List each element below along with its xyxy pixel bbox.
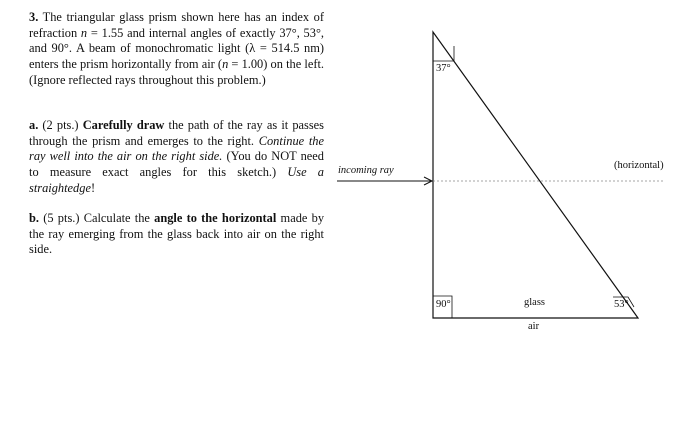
- part-a-segment: (2 pts.): [38, 118, 83, 132]
- part-a-segment: (You do NOT need to measure exact angles for this sketch.): [29, 149, 324, 180]
- part-b-segment: made by the ray emerging from the glass back into air on the right side.: [29, 211, 325, 257]
- part-a-segment: Carefully draw: [82, 118, 165, 132]
- incoming-ray-label: incoming ray: [338, 165, 394, 176]
- angle-box-top: [433, 46, 454, 61]
- air-label: air: [528, 321, 540, 332]
- part-b-segment: (5 pts.) Calculate the: [39, 211, 155, 225]
- part-a-segment: Use a straightedge: [29, 165, 324, 195]
- intro-segment: The triangular glass prism shown here has an index of refraction: [29, 10, 324, 40]
- angle-bottom-right-label: 53°: [614, 299, 629, 310]
- problem-number: 3.: [29, 10, 39, 24]
- part-a-segment: Continue the ray well into the air on the right side.: [29, 133, 324, 164]
- angle-top-label: 37°: [436, 63, 451, 74]
- part-a-segment: !: [90, 180, 96, 195]
- glass-label: glass: [524, 297, 545, 308]
- intro-segment: = 1.00) on the left. (Ignore reflected rays throughout this problem.): [29, 57, 324, 87]
- angle-bottom-left-label: 90°: [436, 299, 451, 310]
- intro-segment: = 1.55 and internal angles of exactly 37°, 53°, and 90°. A beam of monochromatic light (λ = 514.5 nm) enters the prism horizontally from air (: [29, 25, 324, 72]
- intro-segment: n: [80, 25, 88, 40]
- prism-triangle: [433, 32, 638, 318]
- part-b-segment: angle to the horizontal: [154, 211, 277, 225]
- horizontal-label: (horizontal): [614, 160, 664, 171]
- part-a-segment: the path of the ray as it passes through the prism and emerges to the right.: [29, 118, 324, 148]
- intro-segment: n: [222, 57, 229, 72]
- part-b-segment: b.: [29, 211, 39, 225]
- part-a-segment: a.: [29, 118, 39, 132]
